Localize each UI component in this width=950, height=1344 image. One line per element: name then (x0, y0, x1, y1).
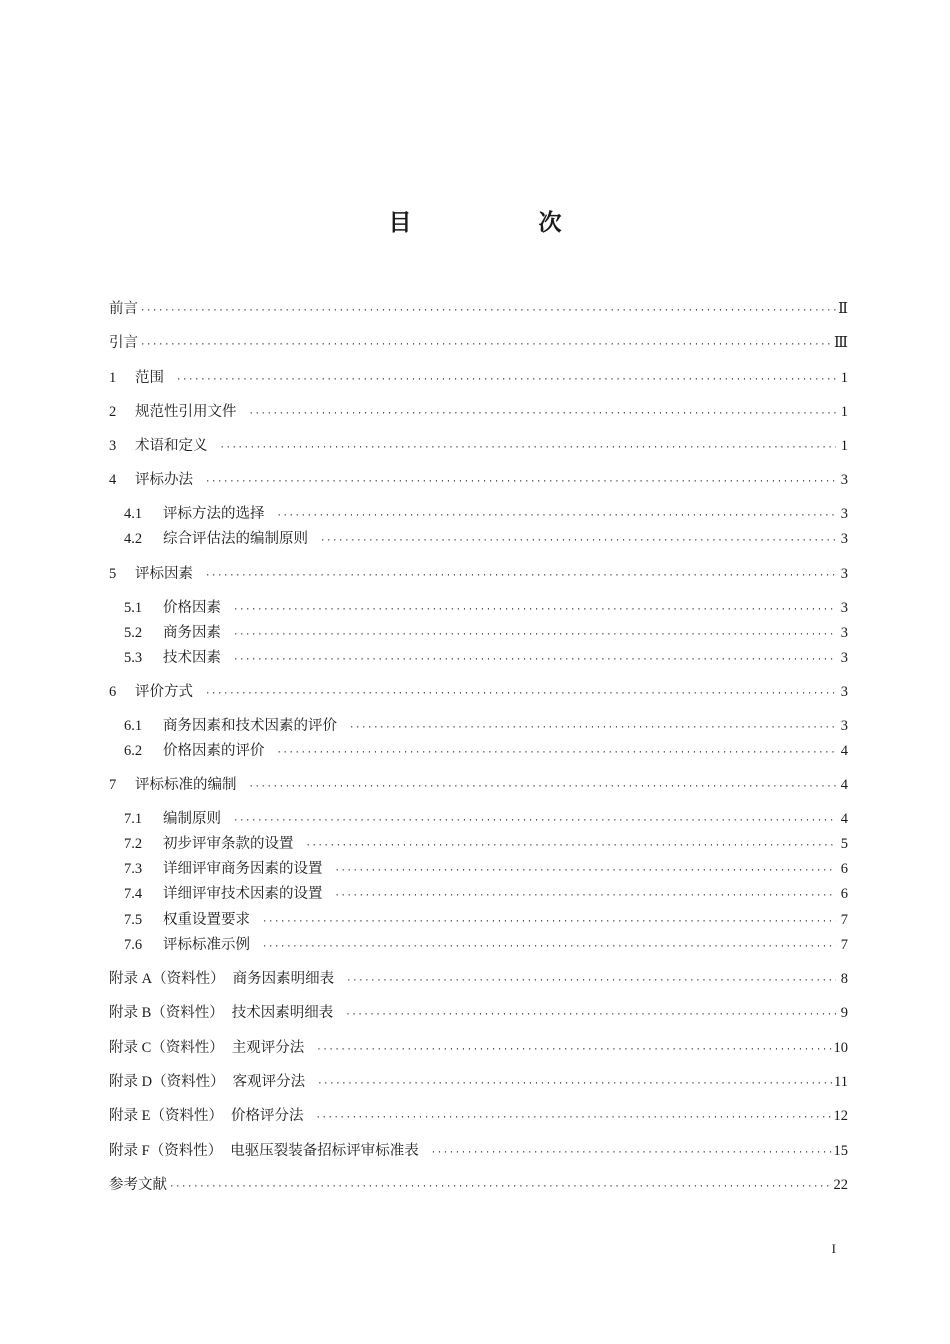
toc-entry-page: 1 (840, 404, 848, 420)
toc-entry-number: 4.1 (124, 506, 143, 522)
toc-entry-number: 附录 B（资料性） (109, 1005, 224, 1021)
toc-entry-appendix-f[interactable] (109, 1140, 848, 1162)
toc-dot-leader (233, 599, 836, 621)
toc-entry-number: 2 (109, 404, 117, 420)
toc-entry-title: 商务因素明细表 (232, 971, 335, 987)
toc-dot-leader (233, 649, 836, 671)
toc-entry-page: 6 (840, 861, 848, 877)
toc-entry-page: 3 (840, 566, 848, 582)
toc-entry-title: 规范性引用文件 (135, 404, 237, 420)
toc-entry-page: 12 (833, 1108, 848, 1124)
toc-entry-number: 5.1 (124, 600, 143, 616)
toc-entry-page: 3 (840, 600, 848, 616)
toc-entry-title: 评标方法的选择 (163, 506, 265, 522)
toc-entry-page: 10 (833, 1040, 848, 1056)
toc-entry-bibliography[interactable] (109, 1174, 848, 1196)
toc-entry-5-3[interactable] (124, 647, 848, 669)
toc-entry-number: 6.2 (124, 743, 143, 759)
toc-entry-title: 评标标准示例 (163, 937, 250, 953)
toc-entry-page: Ⅱ (838, 301, 848, 317)
toc-entry-page: 11 (834, 1074, 848, 1090)
toc-entry-7-4[interactable] (124, 883, 848, 905)
toc-entry-title: 主观评分法 (231, 1040, 305, 1056)
toc-entry-page: 9 (840, 1005, 848, 1021)
toc-entry-appendix-d[interactable] (109, 1071, 848, 1093)
toc-entry-title: 评标因素 (135, 566, 193, 582)
toc-entry-page: 6 (840, 886, 848, 902)
toc-entry-title: 综合评估法的编制原则 (163, 531, 308, 547)
toc-entry-title: 价格因素的评价 (163, 743, 265, 759)
toc-entry-4[interactable] (109, 469, 848, 491)
toc-dot-leader (335, 860, 837, 882)
toc-entry-page: Ⅲ (834, 335, 848, 351)
toc-entry-6-2[interactable] (124, 740, 848, 762)
toc-entry-number: 附录 D（资料性） (109, 1074, 225, 1090)
toc-dot-leader (317, 1073, 832, 1095)
toc-entry-foreword[interactable] (109, 298, 848, 320)
toc-entry-appendix-e[interactable] (109, 1105, 848, 1127)
toc-dot-leader (262, 936, 836, 958)
toc-dot-leader (277, 742, 837, 764)
toc-entry-title: 引言 (109, 335, 138, 351)
toc-entry-number: 4.2 (124, 531, 143, 547)
toc-entry-title: 权重设置要求 (163, 912, 250, 928)
toc-entry-6[interactable] (109, 681, 848, 703)
toc-dot-leader (140, 300, 836, 322)
toc-dot-leader (262, 911, 836, 933)
toc-entry-appendix-a[interactable] (109, 968, 848, 990)
toc-entry-title: 电驱压裂装备招标评审标准表 (230, 1143, 419, 1159)
toc-entry-page: 7 (840, 912, 848, 928)
toc-dot-leader (345, 1004, 836, 1026)
toc-entry-number: 7.2 (124, 836, 143, 852)
toc-dot-leader (249, 403, 837, 425)
toc-entry-number: 6.1 (124, 718, 143, 734)
toc-entry-4-2[interactable] (124, 528, 848, 550)
page-number: I (831, 1241, 836, 1256)
page-title: 目 次 (388, 210, 614, 236)
toc-entry-number: 7 (109, 777, 117, 793)
toc-entry-page: 22 (833, 1177, 848, 1193)
toc-entry-4-1[interactable] (124, 503, 848, 525)
toc-dot-leader (335, 885, 837, 907)
toc-entry-7-5[interactable] (124, 909, 848, 931)
toc-entry-3[interactable] (109, 435, 848, 457)
toc-entry-number: 附录 A（资料性） (109, 971, 225, 987)
toc-entry-number: 7.6 (124, 937, 143, 953)
toc-entry-5[interactable] (109, 563, 848, 585)
toc-entry-number: 4 (109, 472, 117, 488)
toc-entry-7-2[interactable] (124, 833, 848, 855)
toc-entry-number: 5.3 (124, 650, 143, 666)
toc-dot-leader (315, 1107, 831, 1129)
toc-dot-leader (316, 1039, 831, 1061)
toc-entry-page: 3 (840, 650, 848, 666)
toc-entry-number: 附录 C（资料性） (109, 1040, 224, 1056)
toc-dot-leader (233, 624, 836, 646)
toc-entry-number: 3 (109, 438, 117, 454)
toc-entry-page: 3 (840, 625, 848, 641)
toc-dot-leader (169, 1176, 832, 1198)
toc-entry-title: 商务因素 (163, 625, 221, 641)
toc-entry-title: 初步评审条款的设置 (163, 836, 294, 852)
toc-entry-page: 15 (833, 1143, 848, 1159)
toc-dot-leader (220, 437, 837, 459)
toc-entry-7-1[interactable] (124, 808, 848, 830)
toc-entry-title: 价格因素 (163, 600, 221, 616)
toc-entry-title: 前言 (109, 301, 138, 317)
toc-dot-leader (346, 970, 836, 992)
toc-entry-page: 5 (840, 836, 848, 852)
toc-entry-2[interactable] (109, 401, 848, 423)
toc-entry-introduction[interactable] (109, 332, 848, 354)
toc-entry-title: 详细评审技术因素的设置 (163, 886, 323, 902)
toc-entry-page: 3 (840, 472, 848, 488)
toc-entry-title: 商务因素和技术因素的评价 (163, 718, 337, 734)
toc-entry-title: 评标标准的编制 (135, 777, 237, 793)
toc-entry-page: 4 (840, 811, 848, 827)
toc-entry-number: 7.4 (124, 886, 143, 902)
toc-dot-leader (205, 471, 836, 493)
toc-entry-page: 3 (840, 718, 848, 734)
toc-dot-leader (140, 334, 832, 356)
toc-entry-title: 评价方式 (135, 684, 193, 700)
toc-dot-leader (277, 505, 837, 527)
toc-entry-title: 范围 (135, 370, 164, 386)
toc-entry-page: 7 (840, 937, 848, 953)
toc-entry-page: 8 (840, 971, 848, 987)
toc-entry-appendix-b[interactable] (109, 1002, 848, 1024)
toc-dot-leader (431, 1142, 832, 1164)
toc-entry-number: 5 (109, 566, 117, 582)
toc-dot-leader (205, 565, 836, 587)
toc-entry-page: 3 (840, 684, 848, 700)
toc-dot-leader (249, 776, 837, 798)
toc-entry-number: 7.5 (124, 912, 143, 928)
toc-entry-title: 参考文献 (109, 1177, 167, 1193)
toc-entry-title: 价格评分法 (230, 1108, 304, 1124)
toc-dot-leader (176, 369, 836, 391)
toc-entry-page: 4 (840, 743, 848, 759)
toc-entry-title: 技术因素 (163, 650, 221, 666)
toc-entry-7-6[interactable] (124, 934, 848, 956)
toc-dot-leader (233, 810, 836, 832)
toc-entry-1[interactable] (109, 367, 848, 389)
toc-entry-page: 3 (840, 531, 848, 547)
toc-dot-leader (320, 530, 836, 552)
toc-entry-page: 4 (840, 777, 848, 793)
toc-entry-7[interactable] (109, 774, 848, 796)
toc-entry-5-1[interactable] (124, 597, 848, 619)
toc-dot-leader (205, 683, 836, 705)
toc-entry-page: 1 (840, 438, 848, 454)
toc-entry-title: 客观评分法 (232, 1074, 306, 1090)
toc-entry-title: 编制原则 (163, 811, 221, 827)
toc-entry-title: 评标办法 (135, 472, 193, 488)
toc-entry-number: 附录 F（资料性） (109, 1143, 223, 1159)
toc-entry-title: 技术因素明细表 (231, 1005, 334, 1021)
toc-entry-number: 6 (109, 684, 117, 700)
toc-entry-page: 1 (840, 370, 848, 386)
toc-entry-number: 附录 E（资料性） (109, 1108, 223, 1124)
toc-dot-leader (349, 717, 836, 739)
toc-entry-title: 术语和定义 (135, 438, 208, 454)
toc-entry-6-1[interactable] (124, 715, 848, 737)
toc-entry-title: 详细评审商务因素的设置 (163, 861, 323, 877)
toc-entry-appendix-c[interactable] (109, 1037, 848, 1059)
toc-entry-number: 7.1 (124, 811, 143, 827)
toc-entry-7-3[interactable] (124, 858, 848, 880)
toc-entry-number: 5.2 (124, 625, 143, 641)
toc-dot-leader (306, 835, 837, 857)
toc-entry-5-2[interactable] (124, 622, 848, 644)
toc-entry-number: 7.3 (124, 861, 143, 877)
toc-entry-number: 1 (109, 370, 117, 386)
toc-entry-page: 3 (840, 506, 848, 522)
